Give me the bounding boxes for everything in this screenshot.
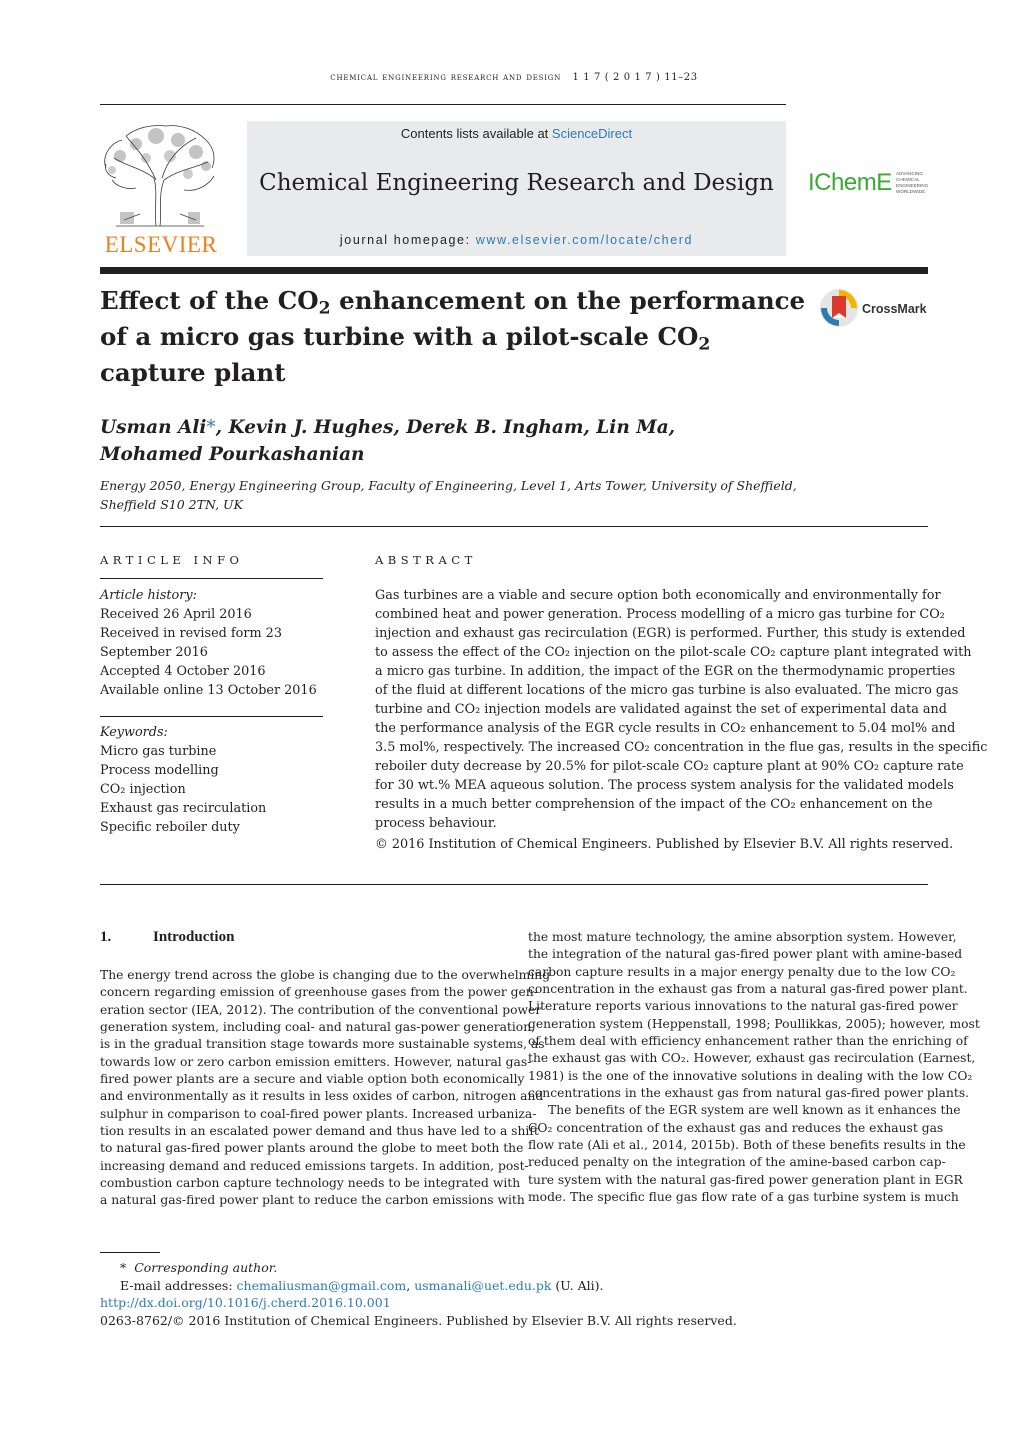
homepage-prefix: journal homepage:: [339, 233, 476, 247]
running-head: [100, 72, 928, 83]
contents-line: [247, 126, 786, 141]
footnotes: * Corresponding author. E-mail addresses: chemaliusman@gmail.com, usmanali@uet.edu.pk (U. Ali). http://dx.doi.org/10.1016/j.cherd.2016.10.001 0263-8762/© 2016 Institution of Chemical Engineers. Published by Elsevier B.V. All rights reserved.: [100, 1259, 928, 1329]
keywords: Keywords: Micro gas turbine Process modelling CO₂ injection Exhaust gas recirculation Specific reboiler duty: [100, 723, 330, 837]
keyword: Exhaust gas recirculation: [100, 801, 267, 816]
article-title: Effect of the $CO_2$ enhancement on the performance of a micro gas turbine with a pilot-scale $CO_2$ capture plant: [100, 286, 806, 387]
contents-prefix: Contents lists available at: [400, 126, 552, 141]
running-head-pages: 11–23: [664, 72, 698, 83]
article-history: Article history: Received 26 April 2016 Received in revised form 23 September 2016 Accepted 4 October 2016 Available online 13 October 2016: [100, 586, 330, 700]
journal-title: Chemical Engineering Research and Design: [259, 170, 774, 196]
abstract-text: Gas turbines are a viable and secure option both economically and environmentally for combined heat and power generation. Process modelling of a micro gas turbine for CO₂ injection and exhaust gas recirculation (EGR) is performed. Further, this study is extended to assess the effect of the CO₂ injection on the pilot-scale CO₂ capture plant integrated with a micro gas turbine. In addition, the impact of the EGR on the thermodynamic properties of the fluid at different locations of the micro gas turbine is also evaluated. The micro gas turbine and CO₂ injection models are validated against the set of experimental data and the performance analysis of the EGR cycle results in CO₂ enhancement to 5.04 mol% and 3.5 mol%, respectively. The increased CO₂ concentration in the flue gas, results in the specific reboiler duty decrease by 20.5% for pilot-scale CO₂ capture plant at 90% CO₂ capture rate for 30 wt.% MEA aqueous solution. The process system analysis for the validated models results in a much better comprehension of the impact of the CO₂ enhancement on the process behaviour.: [375, 588, 988, 831]
keyword: CO₂ injection: [100, 782, 186, 797]
icheme-logo-icon: [808, 166, 930, 196]
svg-text:CHEMICAL: CHEMICAL: [896, 177, 920, 182]
elsevier-logo-text: ELSEVIER: [104, 232, 218, 257]
email-link[interactable]: chemaliusman@gmail.com: [236, 1277, 407, 1293]
abstract-rule: [100, 884, 928, 885]
abstract-copyright: © 2016 Institution of Chemical Engineers. Published by Elsevier B.V. All rights reserved.: [375, 837, 954, 852]
email-link[interactable]: usmanali@uet.edu.pk: [414, 1277, 552, 1293]
doi-link[interactable]: http://dx.doi.org/10.1016/j.cherd.2016.10.001: [100, 1295, 391, 1310]
svg-text:ADVANCING: ADVANCING: [896, 171, 923, 176]
article-info-label: ARTICLE INFO: [100, 553, 244, 567]
keyword: Specific reboiler duty: [100, 820, 240, 835]
history-item: Accepted 4 October 2016: [100, 664, 266, 679]
history-item: Received 26 April 2016: [100, 607, 252, 622]
running-head-volume: 1 1 7 ( 2 0 1 7 ): [572, 72, 661, 83]
affiliation-rule: [100, 526, 928, 527]
sciencedirect-link[interactable]: ScienceDirect: [551, 126, 633, 141]
homepage-line: [247, 233, 786, 247]
crossmark-badge[interactable]: [818, 287, 930, 329]
crossmark-text: CrossMark: [862, 302, 927, 316]
title-top-rule: [100, 267, 928, 274]
homepage-link[interactable]: www.elsevier.com/locate/cherd: [475, 233, 694, 247]
svg-text:WORLDWIDE: WORLDWIDE: [896, 189, 926, 194]
svg-text:ENGINEERING: ENGINEERING: [896, 183, 929, 188]
header-rule: [100, 104, 786, 105]
keywords-rule: [100, 716, 323, 717]
corresponding-author-marker[interactable]: *: [206, 417, 216, 438]
section-heading-introduction: 1. Introduction: [100, 929, 235, 945]
body-column-right: the most mature technology, the amine absorption system. However, the integration of the natural gas-fired power plant with amine-based carbon capture results in a major energy penalty due to the low CO₂ concentration in the exhaust gas from a natural gas-fired power plant. Literature reports various innovations to the natural gas-fired power generation system (Heppenstall, 1998; Poullikkas, 2005); however, most of them deal with efficiency enhancement rather than the enriching of the exhaust gas with CO₂. However, exhaust gas recirculation (Earnest, 1981) is the one of the innovative solutions in dealing with the low CO₂ concentrations in the exhaust gas from natural gas-fired power plants. The benefits of the EGR system are well known as it enhances the CO₂ concentration of the exhaust gas and reduces the exhaust gas flow rate (Ali et al., 2014, 2015b). Both of these benefits results in the reduced penalty on the integration of the amine-based carbon cap- ture system with the natural gas-fired power generation plant in EGR mode. The specific flue gas flow rate of a gas turbine system is much: [528, 930, 980, 1205]
article-info-rule: [100, 578, 323, 579]
footnote-rule: [100, 1252, 160, 1253]
history-item: Received in revised form 23: [100, 626, 282, 641]
icheme-logo-text: IChemE: [808, 169, 892, 196]
abstract-label: ABSTRACT: [375, 553, 477, 567]
authors: Usman Ali*, Kevin J. Hughes, Derek B. Ingham, Lin Ma, Mohamed Pourkashanian: [100, 417, 676, 465]
keyword: Process modelling: [100, 763, 219, 778]
running-head-journal: chemical engineering research and design: [330, 72, 562, 83]
issn-line: 0263-8762/© 2016 Institution of Chemical Engineers. Published by Elsevier B.V. All rights reserved.: [100, 1312, 737, 1328]
keyword: Micro gas turbine: [100, 744, 217, 759]
affiliation: Energy 2050, Energy Engineering Group, Faculty of Engineering, Level 1, Arts Tower, University of Sheffield, Sheffield S10 2TN, UK: [100, 478, 797, 512]
history-item: Available online 13 October 2016: [100, 683, 317, 698]
history-item: September 2016: [100, 645, 208, 660]
body-column-left: The energy trend across the globe is changing due to the overwhelming concern regarding emission of greenhouse gases from the power gen- eration sector (IEA, 2012). The contribution of the conventional power generation system, including coal- and natural gas-power generation, is in the gradual transition stage towards more sustainable systems, as towards low or zero carbon emission emitters. However, natural gas- fired power plants are a secure and viable option both economically and environmentally as it results in less oxides of carbon, nitrogen and sulphur in comparison to coal-fired power plants. Increased urbaniza- tion results in an escalated power demand and thus have led to a shift to natural gas-fired power plants around the globe to meet both the increasing demand and reduced emissions targets. In addition, post- combustion carbon capture technology needs to be integrated with a natural gas-fired power plant to reduce the carbon emissions with: [100, 968, 551, 1208]
